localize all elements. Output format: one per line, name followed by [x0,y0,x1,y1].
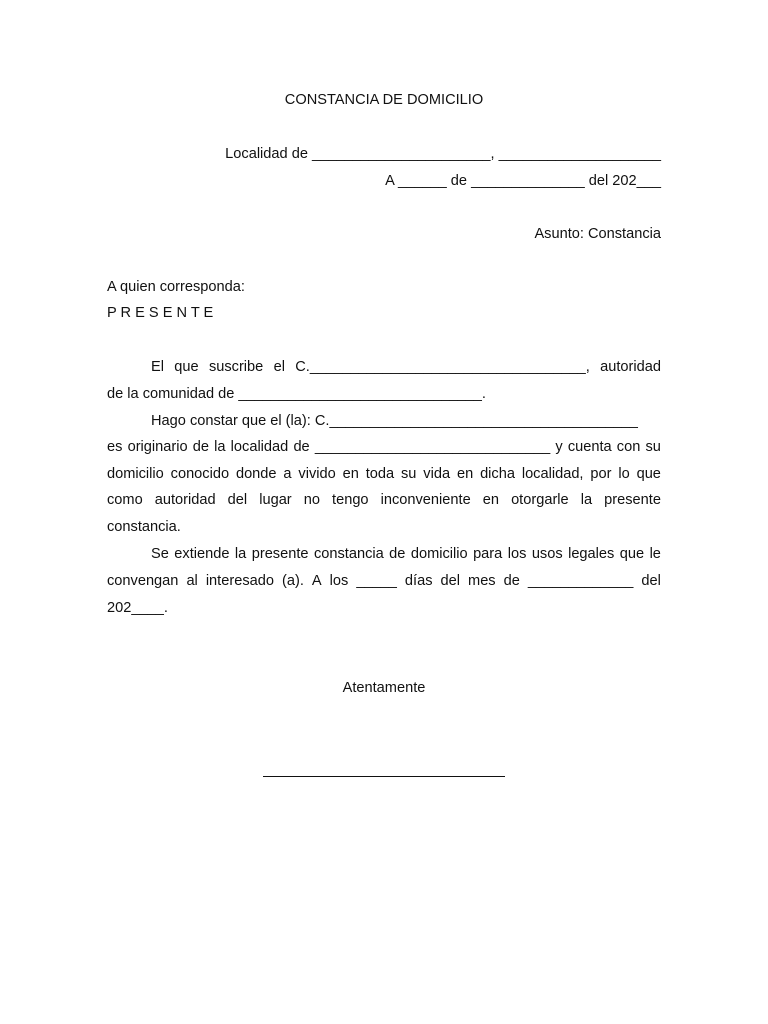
body-paragraph-2-line-2 [107,440,661,455]
body-word: la [234,546,247,562]
body-word: extiende [174,546,230,562]
body-paragraph-2-line-3 [107,467,661,482]
body-word: en [482,492,499,508]
body-word: vivido [298,466,336,482]
body-word: constancia [313,546,384,562]
body-word: los [507,546,527,562]
body-word: convengan [107,573,179,589]
body-paragraph-3-line-3: 202____. [107,600,168,616]
document-title: CONSTANCIA DE DOMICILIO [284,92,484,108]
body-word: de [389,546,406,562]
body-word: toda [365,466,395,482]
body-word: que [636,466,661,482]
subject-line: Asunto: Constancia [534,226,661,242]
body-word: presente [251,546,309,562]
body-word: otorgarle [511,492,569,508]
body-word: (a). [281,573,304,589]
body-word: que [619,546,645,562]
body-word: _____ [356,573,397,589]
presente-heading: P R E S E N T E [107,305,214,321]
body-word: de [192,439,209,455]
body-word: con [616,439,641,455]
body-word: del [440,573,461,589]
body-paragraph-1-line-2: de la comunidad de ______________________________. [107,386,486,402]
body-word: localidad [230,439,289,455]
body-word: suscribe [208,359,264,375]
body-word: le [649,546,661,562]
body-word: de [293,439,310,455]
body-word: su [645,439,661,455]
body-word: vida [423,466,451,482]
body-word: autoridad [600,359,661,375]
body-word: al [186,573,198,589]
body-word: conocido [170,466,230,482]
body-word: inconveniente [380,492,471,508]
body-paragraph-3-line-2 [107,574,661,589]
body-word: tengo [332,492,369,508]
body-word: autoridad [154,492,216,508]
body-word: como [107,492,143,508]
body-word: del [641,573,661,589]
body-word: mes [468,573,496,589]
body-word: su [401,466,417,482]
body-word: el [273,359,285,375]
body-word: domicilio [410,546,468,562]
body-word: lo [618,466,630,482]
body-paragraph-1-line-1 [151,360,661,375]
body-word: domicilio [107,466,164,482]
body-word: los [329,573,349,589]
body-word: localidad, [521,466,584,482]
body-word: la [580,492,593,508]
body-word: A [311,573,322,589]
closing-atentamente: Atentamente [342,680,426,696]
body-paragraph-2-line-1: Hago constar que el (la): C.______________________________________ [151,413,638,429]
location-line: Localidad de ______________________, ____________________ [225,146,661,162]
body-word: usos [531,546,563,562]
body-word: presente [604,492,661,508]
body-paragraph-3-line-1 [151,547,661,562]
salutation: A quien corresponda: [107,279,245,295]
body-word: de [503,573,520,589]
body-word: _____________________________ [314,439,551,455]
body-word: del [227,492,248,508]
date-line: A ______ de ______________ del 202___ [385,173,661,189]
body-word: a [283,466,292,482]
body-word: _____________ [527,573,634,589]
body-word: días [404,573,433,589]
body-word: para [473,546,503,562]
body-paragraph-2-line-4 [107,493,661,508]
body-word: legales [568,546,615,562]
body-word: por [590,466,612,482]
body-word: interesado [205,573,274,589]
body-word: lugar [259,492,292,508]
body-word: C.__________________________________, [295,359,590,375]
body-word: es [107,439,123,455]
body-word: El [151,359,164,375]
body-paragraph-2-line-5: constancia. [107,519,181,535]
body-word: Se [151,546,169,562]
body-word: la [214,439,226,455]
signature-line [263,776,505,777]
body-word: y [555,439,563,455]
body-word: en [456,466,474,482]
body-word: cuenta [567,439,612,455]
body-word: donde [235,466,277,482]
body-word: en [342,466,359,482]
body-word: no [303,492,320,508]
body-word: dicha [480,466,515,482]
body-word: originario [127,439,188,455]
body-word: que [174,359,199,375]
